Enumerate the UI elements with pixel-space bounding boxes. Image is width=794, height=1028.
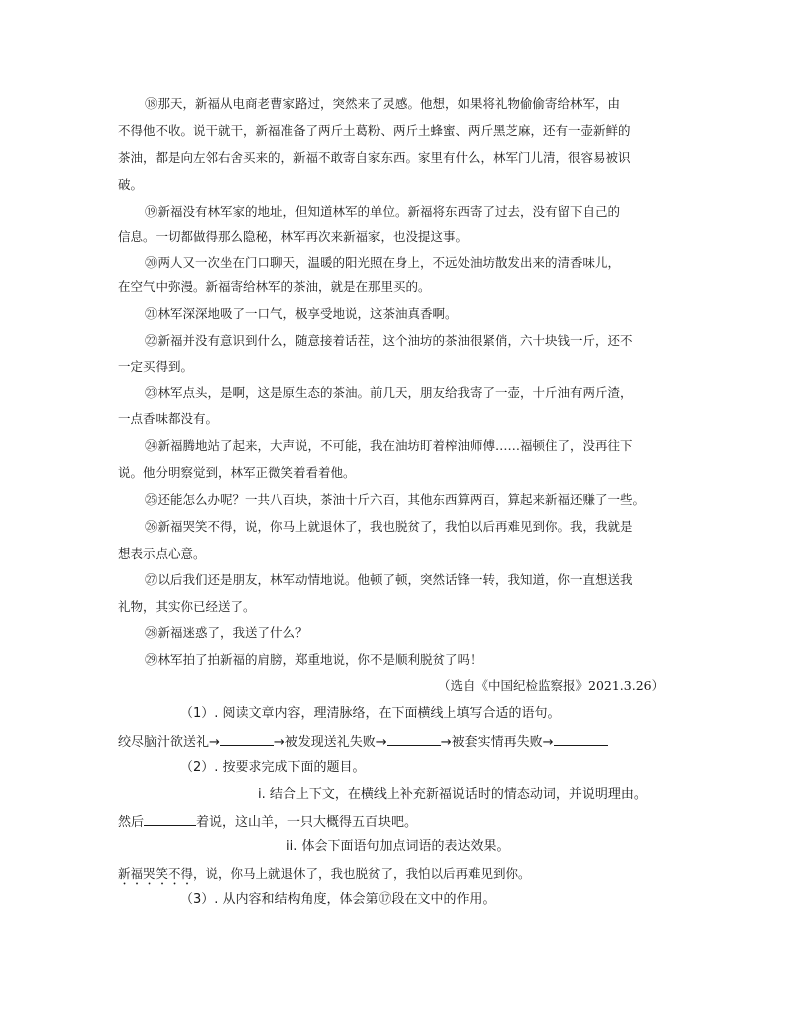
question-3-prompt: （3）. 从内容和结构角度，体会第⑰段在文中的作用。	[180, 892, 496, 907]
passage-para-18-line-2: 不得他不收。说干就干，新福准备了两斤土葛粉、两斤土蜂蜜、两斤黑芝麻，还有一壶新鲜的	[118, 123, 631, 138]
passage-para-18-line-3: 茶油，都是向左邻右舍买来的，新福不敢寄自家东西。家里有什么，林军门儿清，很容易被识	[118, 150, 631, 165]
emphasized-phrase: 新福哭笑不得	[118, 866, 194, 881]
answer-blank-1[interactable]	[220, 733, 274, 746]
sentence-remainder: ，说，你马上就退休了，我也脱贫了，我怕以后再难见到你。	[193, 866, 531, 881]
chain-step-2: →被发现送礼失败→	[273, 735, 387, 750]
chain-step-1: 绞尽脑汁欲送礼→	[118, 735, 220, 750]
passage-para-22-line-2: 一定买得到。	[118, 359, 194, 374]
passage-para-23-line-2: 一点香味都没有。	[118, 411, 219, 426]
question-1-chain	[118, 733, 608, 751]
passage-para-26-line-1: ㉖新福哭笑不得，说，你马上就退休了，我也脱贫了，我怕以后再难见到你。我，我就是	[145, 519, 633, 534]
passage-para-26-line-2: 想表示点心意。	[118, 546, 206, 561]
sentence-after-blank: 着说，这山羊，一只大概得五百块吧。	[196, 815, 418, 830]
sentence-before-blank: 然后	[118, 815, 145, 830]
question-1-prompt: （1）. 阅读文章内容，理清脉络，在下面横线上填写合适的语句。	[180, 706, 561, 721]
passage-para-18-line-4: 破。	[118, 177, 144, 192]
question-2-sub-ii: ii. 体会下面语句加点词语的表达效果。	[286, 839, 510, 854]
answer-blank-modal-verb[interactable]	[144, 813, 196, 826]
question-2-sub-i: i. 结合上下文，在横线上补充新福说话时的情态动词，并说明理由。	[258, 787, 647, 802]
chain-step-3: →被套实情再失败→	[440, 735, 554, 750]
passage-para-27-line-2: 礼物，其实你已经送了。	[118, 599, 256, 614]
question-2-sub-ii-sentence	[118, 866, 531, 888]
passage-para-19-line-2: 信息。一切都做得那么隐秘，林军再次来新福家，也没提这事。	[118, 229, 469, 244]
passage-para-25: ㉕还能怎么办呢？一共八百块，茶油十斤六百，其他东西算两百，算起来新福还赚了一些。	[145, 492, 646, 507]
passage-para-24-line-1: ㉔新福腾地站了起来，大声说，不可能，我在油坊盯着榨油师傅……福顿住了，没再往下	[145, 438, 633, 453]
passage-para-24-line-2: 说。他分明察觉到，林军正微笑着看着他。	[118, 465, 356, 480]
passage-para-21: ㉑林军深深地吸了一口气，极享受地说，这茶油真香啊。	[145, 306, 458, 321]
passage-para-29: ㉙林军拍了拍新福的肩膀，郑重地说，你不是顺利脱贫了吗！	[145, 652, 483, 667]
passage-para-28: ㉘新福迷惑了，我送了什么？	[145, 625, 308, 640]
source-citation: （选自《中国纪检监察报》2021.3.26）	[438, 678, 665, 693]
passage-para-20-line-2: 在空气中弥漫。新福寄给林军的茶油，就是在那里买的。	[118, 279, 431, 294]
question-2-prompt: （2）. 按要求完成下面的题目。	[180, 760, 366, 775]
passage-para-22-line-1: ㉒新福并没有意识到什么，随意接着话茬，这个油坊的茶油很紧俏，六十块钱一斤，还不	[145, 333, 633, 348]
question-2-sub-i-sentence	[118, 813, 417, 831]
answer-blank-3[interactable]	[554, 733, 608, 746]
passage-para-19-line-1: ⑲新福没有林军家的地址，但知道林军的单位。新福将东西寄了过去，没有留下自己的	[145, 204, 621, 219]
passage-para-20-line-1: ⑳两人又一次坐在门口聊天，温暖的阳光照在身上，不远处油坊散发出来的清香味儿，	[145, 255, 621, 270]
passage-para-23-line-1: ㉓林军点头，是啊，这是原生态的茶油。前几天，朋友给我寄了一壶，十斤油有两斤渣，	[145, 385, 633, 400]
passage-para-18-line-1: ⑱那天，新福从电商老曹家路过，突然来了灵感。他想，如果将礼物偷偷寄给林军，由	[145, 96, 621, 111]
answer-blank-2[interactable]	[387, 733, 441, 746]
passage-para-27-line-1: ㉗以后我们还是朋友，林军动情地说。他顿了顿，突然话锋一转，我知道，你一直想送我	[145, 572, 633, 587]
